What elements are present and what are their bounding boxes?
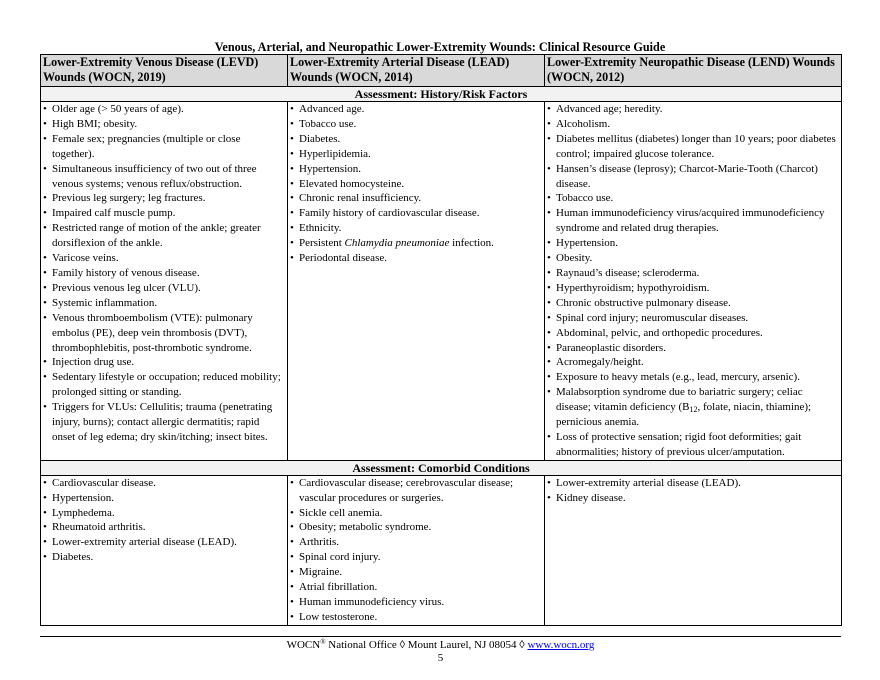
comorbid-lend-list <box>547 476 839 506</box>
footer <box>40 639 841 652</box>
comorbid-row <box>41 475 842 625</box>
history-lend-item: • Hypertension. <box>547 236 839 251</box>
comorbid-lend-cell <box>545 475 842 625</box>
history-lend-item: • Raynaud’s disease; scleroderma. <box>547 266 839 281</box>
footer-address: National Office ◊ Mount Laurel, NJ 08054 ◊ <box>325 639 528 651</box>
history-lead-item: • Elevated homocysteine. <box>290 177 542 192</box>
section-row-comorbid <box>41 460 842 475</box>
comorbid-lead-item: • Spinal cord injury. <box>290 550 542 565</box>
comorbid-lead-item: • Cardiovascular disease; cerebrovascular disease; vascular procedures or surgeries. <box>290 476 542 506</box>
comorbid-lead-item: • Sickle cell anemia. <box>290 506 542 521</box>
comorbid-lead-list <box>290 476 542 625</box>
history-lend-item: • Spinal cord injury; neuromuscular diseases. <box>547 311 839 326</box>
column-header-lend: Lower-Extremity Neuropathic Disease (LEND) Wounds (WOCN, 2012) <box>545 55 842 87</box>
history-lend-item: • Diabetes mellitus (diabetes) longer than 10 years; poor diabetes control; impaired glucose tolerance. <box>547 132 839 162</box>
column-header-levd: Lower-Extremity Venous Disease (LEVD) Wounds (WOCN, 2019) <box>41 55 288 87</box>
history-lead-item: • Family history of cardiovascular disease. <box>290 206 542 221</box>
history-lend-item: • Hyperthyroidism; hypothyroidism. <box>547 281 839 296</box>
history-levd-item: • Varicose veins. <box>43 251 285 266</box>
history-lead-item: • Periodontal disease. <box>290 251 542 266</box>
history-levd-item: • Impaired calf muscle pump. <box>43 206 285 221</box>
comorbid-levd-item: • Diabetes. <box>43 550 285 565</box>
comorbid-levd-item: • Cardiovascular disease. <box>43 476 285 491</box>
history-levd-item: • Systemic inflammation. <box>43 296 285 311</box>
history-lend-item: • Hansen’s disease (leprosy); Charcot-Marie-Tooth (Charcot) disease. <box>547 162 839 192</box>
website-link[interactable]: www.wocn.org <box>527 639 595 651</box>
comorbid-lead-item: • Obesity; metabolic syndrome. <box>290 520 542 535</box>
comorbid-lend-item: • Kidney disease. <box>547 491 839 506</box>
history-levd-item: • Triggers for VLUs: Cellulitis; trauma (penetrating injury, burns); contact allergic dermatitis; rapid onset of leg edema; dry skin/itching; insect bites. <box>43 400 285 445</box>
history-levd-cell <box>41 102 288 461</box>
comorbid-levd-list <box>43 476 285 565</box>
comorbid-lead-item: • Migraine. <box>290 565 542 580</box>
history-lead-item: • Diabetes. <box>290 132 542 147</box>
history-lend-item: • Paraneoplastic disorders. <box>547 341 839 356</box>
history-levd-item: • High BMI; obesity. <box>43 117 285 132</box>
column-header-lead: Lower-Extremity Arterial Disease (LEAD) Wounds (WOCN, 2014) <box>288 55 545 87</box>
history-levd-item: • Injection drug use. <box>43 355 285 370</box>
history-lead-list <box>290 102 542 266</box>
history-levd-item: • Previous leg surgery; leg fractures. <box>43 191 285 206</box>
comorbid-lead-item: • Low testosterone. <box>290 610 542 625</box>
comorbid-lend-item: • Lower-extremity arterial disease (LEAD). <box>547 476 839 491</box>
document-title: Venous, Arterial, and Neuropathic Lower-Extremity Wounds: Clinical Resource Guide <box>214 40 666 54</box>
history-lend-item: • Tobacco use. <box>547 191 839 206</box>
history-lead-item: • Chronic renal insufficiency. <box>290 191 542 206</box>
history-lend-item: • Exposure to heavy metals (e.g., lead, mercury, arsenic). <box>547 370 839 385</box>
history-row <box>41 102 842 461</box>
footer-org: WOCN <box>286 639 321 651</box>
history-lead-cell <box>288 102 545 461</box>
history-lend-item: • Obesity. <box>547 251 839 266</box>
history-levd-item: • Female sex; pregnancies (multiple or close together). <box>43 132 285 162</box>
history-levd-item: • Sedentary lifestyle or occupation; reduced mobility; prolonged sitting or standing. <box>43 370 285 400</box>
history-lead-item: • Tobacco use. <box>290 117 542 132</box>
page-number: 5 <box>437 652 444 664</box>
column-header-row <box>41 55 842 87</box>
history-levd-item: • Restricted range of motion of the ankle; greater dorsiflexion of the ankle. <box>43 221 285 251</box>
history-lend-item: • Alcoholism. <box>547 117 839 132</box>
history-lend-item: • Advanced age; heredity. <box>547 102 839 117</box>
comorbid-lead-item: • Human immunodeficiency virus. <box>290 595 542 610</box>
comorbid-levd-item: • Lower-extremity arterial disease (LEAD). <box>43 535 285 550</box>
history-lend-list <box>547 102 839 460</box>
history-levd-item: • Venous thromboembolism (VTE): pulmonary embolus (PE), deep vein thrombosis (DVT), thrombophlebitis, post-thrombotic syndrome. <box>43 311 285 356</box>
history-lend-item: • Acromegaly/height. <box>547 355 839 370</box>
footer-divider <box>40 636 841 637</box>
clinical-resource-table <box>40 54 842 626</box>
history-lend-item: • Loss of protective sensation; rigid foot deformities; gait abnormalities; history of previous ulcer/amputation. <box>547 430 839 460</box>
history-levd-list <box>43 102 285 445</box>
history-lead-item: • Advanced age. <box>290 102 542 117</box>
history-lend-cell <box>545 102 842 461</box>
section-heading-history: Assessment: History/Risk Factors <box>41 87 842 102</box>
history-levd-item: • Previous venous leg ulcer (VLU). <box>43 281 285 296</box>
history-lead-item: • Ethnicity. <box>290 221 542 236</box>
comorbid-lead-cell <box>288 475 545 625</box>
comorbid-lead-item: • Arthritis. <box>290 535 542 550</box>
registered-mark: ® <box>320 638 326 646</box>
section-heading-comorbid: Assessment: Comorbid Conditions <box>41 460 842 475</box>
history-lend-item: • Abdominal, pelvic, and orthopedic procedures. <box>547 326 839 341</box>
history-levd-item: • Simultaneous insufficiency of two out of three venous systems; venous reflux/obstruction. <box>43 162 285 192</box>
history-lead-item: • Hypertension. <box>290 162 542 177</box>
history-lead-item: • Persistent Chlamydia pneumoniae infection. <box>290 236 542 251</box>
comorbid-levd-item: • Rheumatoid arthritis. <box>43 520 285 535</box>
history-levd-item: • Family history of venous disease. <box>43 266 285 281</box>
history-levd-item: • Older age (> 50 years of age). <box>43 102 285 117</box>
comorbid-levd-item: • Hypertension. <box>43 491 285 506</box>
history-lend-item: • Malabsorption syndrome due to bariatric surgery; celiac disease; vitamin deficiency ($B_{12}$, folate, niacin, thiamine); pernicious anemia. <box>547 385 839 430</box>
section-row-history <box>41 87 842 102</box>
history-lend-item: • Chronic obstructive pulmonary disease. <box>547 296 839 311</box>
history-lend-item: • Human immunodeficiency virus/acquired immunodeficiency syndrome and related drug therapies. <box>547 206 839 236</box>
history-lead-item: • Hyperlipidemia. <box>290 147 542 162</box>
comorbid-levd-item: • Lymphedema. <box>43 506 285 521</box>
comorbid-levd-cell <box>41 475 288 625</box>
comorbid-lead-item: • Atrial fibrillation. <box>290 580 542 595</box>
